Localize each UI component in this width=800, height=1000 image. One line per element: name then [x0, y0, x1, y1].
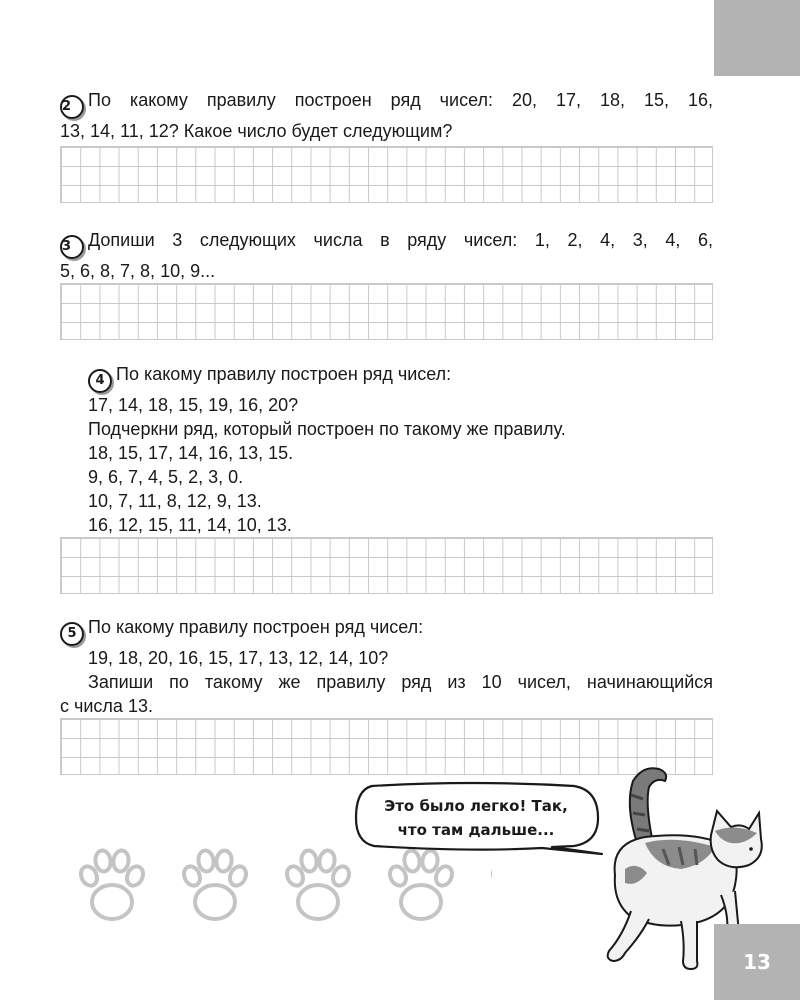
task-text: По какому правилу построен ряд чисел:: [116, 364, 452, 384]
paw-print-icon: [490, 850, 492, 919]
corner-tab-top: [714, 0, 800, 76]
task-text: По какому правилу построен ряд чисел: 20, 17, 18, 15, 16,: [88, 90, 713, 110]
task-5-line-3: Запиши по такому же правилу ряд из 10 чисел, начинающийся: [88, 672, 713, 692]
task-3-line-2: 5, 6, 8, 7, 8, 10, 9...: [60, 261, 216, 281]
task-number-badge: 4: [88, 369, 112, 393]
task-4-line-3: Подчеркни ряд, который построен по такому же правилу.: [88, 419, 566, 439]
page-number: 13: [714, 924, 800, 1000]
task-number-badge: 5: [60, 622, 84, 646]
task-number-badge: 3: [60, 235, 84, 259]
task-5: [60, 615, 713, 718]
task-3-line-1: [60, 228, 713, 259]
answer-grid-4[interactable]: [60, 537, 713, 594]
task-number-badge: 2: [60, 95, 84, 119]
task-2-line-1: [60, 88, 713, 119]
option-row[interactable]: 18, 15, 17, 14, 16, 13, 15.: [88, 443, 294, 463]
task-4: [60, 362, 713, 537]
paw-print-icon: [284, 850, 352, 919]
paw-print-icon: [181, 850, 249, 919]
option-row[interactable]: 16, 12, 15, 11, 14, 10, 13.: [88, 515, 292, 535]
option-row[interactable]: 10, 7, 11, 8, 12, 9, 13.: [88, 491, 262, 511]
task-text: Допиши 3 следующих числа в ряду чисел: 1, 2, 4, 3, 4, 6,: [88, 230, 713, 250]
task-5-line-4: с числа 13.: [60, 696, 153, 716]
task-2-line-2: 13, 14, 11, 12? Какое число будет следующим?: [60, 121, 453, 141]
option-row[interactable]: 9, 6, 7, 4, 5, 2, 3, 0.: [88, 467, 244, 487]
paw-print-icon: [78, 850, 146, 919]
answer-grid-2[interactable]: [60, 146, 713, 203]
task-text: По какому правилу построен ряд чисел:: [88, 617, 424, 637]
paw-print-icon: [387, 850, 455, 919]
answer-grid-3[interactable]: [60, 283, 713, 340]
task-5-line-2: 19, 18, 20, 16, 15, 17, 13, 12, 14, 10?: [88, 648, 389, 668]
task-4-line-2: 17, 14, 18, 15, 19, 16, 20?: [88, 395, 299, 415]
task-4-line-1: [60, 362, 713, 393]
speech-line-1: Это было легко! Так,: [384, 797, 568, 815]
task-2: [60, 88, 713, 143]
speech-line-2: что там дальше...: [397, 821, 555, 839]
speech-bubble-text: [372, 794, 580, 842]
task-5-line-1: [60, 615, 713, 646]
task-3: [60, 228, 713, 283]
